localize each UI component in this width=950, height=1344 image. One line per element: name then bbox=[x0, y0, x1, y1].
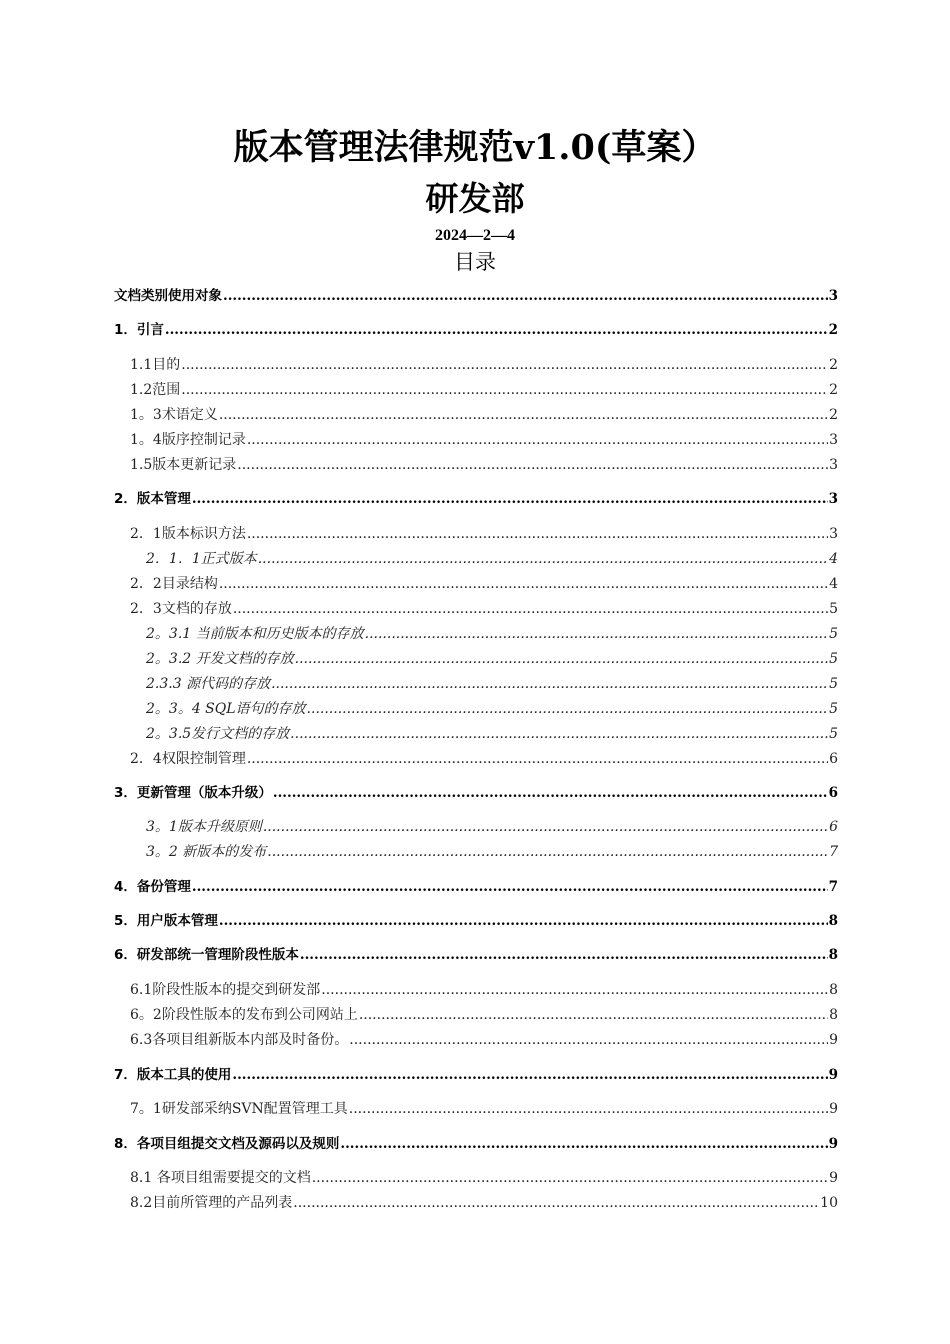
toc-entry-page-number: 9 bbox=[828, 1067, 838, 1083]
toc-leader-dots bbox=[181, 380, 828, 400]
toc-entry-label: 2．1．1正式版本 bbox=[146, 551, 257, 567]
toc-entry-label: 1。4版序控制记录 bbox=[130, 432, 246, 448]
toc-leader-dots bbox=[247, 524, 828, 544]
toc-leader-dots bbox=[273, 783, 828, 803]
toc-leader-dots bbox=[321, 980, 828, 1000]
toc-entry-page-number: 5 bbox=[829, 726, 838, 742]
toc-leader-dots bbox=[271, 674, 828, 694]
toc-leader-dots bbox=[295, 649, 828, 669]
toc-entry[interactable] bbox=[130, 524, 838, 544]
toc-entry[interactable] bbox=[114, 783, 838, 803]
toc-entry[interactable] bbox=[114, 911, 838, 931]
toc-entry-label: 8.2目前所管理的产品列表 bbox=[130, 1195, 293, 1211]
toc-entry[interactable] bbox=[130, 1099, 838, 1119]
toc-entry[interactable] bbox=[130, 1005, 838, 1025]
toc-entry[interactable] bbox=[130, 380, 838, 400]
toc-entry-page-number: 4 bbox=[829, 576, 838, 592]
toc-leader-dots bbox=[219, 405, 828, 425]
toc-entry-label: 1.5版本更新记录 bbox=[130, 457, 237, 473]
toc-entry-label: 6.3各项目组新版本内部及时备份。 bbox=[130, 1032, 349, 1048]
toc-leader-dots bbox=[219, 574, 828, 594]
toc-leader-dots bbox=[300, 945, 828, 965]
toc-entry-page-number: 8 bbox=[828, 947, 838, 963]
toc-leader-dots bbox=[340, 1134, 827, 1154]
toc-entry-page-number: 8 bbox=[828, 913, 838, 929]
document-date: 2024—2—4 bbox=[435, 227, 515, 244]
toc-entry-label: 3。1版本升级原则 bbox=[146, 819, 262, 835]
toc-entry-label: 6。2阶段性版本的发布到公司网站上 bbox=[130, 1007, 358, 1023]
toc-leader-dots bbox=[223, 286, 828, 306]
toc-entry[interactable] bbox=[130, 749, 838, 769]
toc-entry[interactable] bbox=[130, 455, 838, 475]
toc-entry-label: 2．版本管理 bbox=[114, 491, 191, 507]
toc-leader-dots bbox=[290, 724, 828, 744]
toc-entry[interactable] bbox=[114, 1134, 838, 1154]
toc-entry-page-number: 8 bbox=[829, 982, 838, 998]
toc-entry-label: 1。3术语定义 bbox=[130, 407, 218, 423]
toc-entry[interactable] bbox=[114, 489, 838, 509]
toc-leader-dots bbox=[233, 599, 828, 619]
toc-entry-page-number: 6 bbox=[828, 785, 838, 801]
toc-entry-label: 2。3.5发行文档的存放 bbox=[146, 726, 290, 742]
toc-entry-label: 8．各项目组提交文档及源码以及规则 bbox=[114, 1136, 340, 1152]
toc-entry-page-number: 10 bbox=[820, 1195, 838, 1211]
toc-entry-label: 1．引言 bbox=[114, 322, 164, 338]
toc-entry-page-number: 9 bbox=[828, 1136, 838, 1152]
toc-entry[interactable] bbox=[146, 624, 838, 644]
toc-entry-page-number: 5 bbox=[829, 601, 838, 617]
toc-entry[interactable] bbox=[130, 1030, 838, 1050]
toc-entry-page-number: 6 bbox=[829, 819, 838, 835]
toc-entry[interactable] bbox=[114, 320, 838, 340]
toc-entry[interactable] bbox=[114, 945, 838, 965]
toc-leader-dots bbox=[232, 1065, 827, 1085]
toc-entry[interactable] bbox=[130, 1168, 838, 1188]
toc-leader-dots bbox=[307, 699, 829, 719]
toc-entry[interactable] bbox=[130, 405, 838, 425]
toc-entry-page-number: 3 bbox=[828, 491, 838, 507]
toc-entry[interactable] bbox=[130, 430, 838, 450]
toc-leader-dots bbox=[365, 624, 828, 644]
toc-entry-page-number: 7 bbox=[829, 844, 838, 860]
toc-entry[interactable] bbox=[146, 699, 838, 719]
toc-leader-dots bbox=[247, 749, 828, 769]
toc-entry-label: 2.3.3 源代码的存放 bbox=[146, 676, 271, 692]
toc-entry-page-number: 5 bbox=[829, 626, 838, 642]
toc-leader-dots bbox=[263, 817, 828, 837]
toc-entry-page-number: 3 bbox=[829, 526, 838, 542]
toc-leader-dots bbox=[192, 489, 828, 509]
toc-entry-page-number: 8 bbox=[829, 1007, 838, 1023]
toc-entry[interactable] bbox=[114, 877, 838, 897]
toc-entry-label: 3。2 新版本的发布 bbox=[146, 844, 267, 860]
toc-leader-dots bbox=[359, 1005, 828, 1025]
toc-entry[interactable] bbox=[130, 599, 838, 619]
toc-entry-label: 3．更新管理（版本升级） bbox=[114, 785, 272, 801]
toc-entry[interactable] bbox=[146, 674, 838, 694]
toc-entry-page-number: 5 bbox=[829, 701, 838, 717]
toc-entry[interactable] bbox=[130, 574, 838, 594]
toc-entry[interactable] bbox=[146, 549, 838, 569]
toc-leader-dots bbox=[192, 877, 828, 897]
toc-entry-label: 1.1目的 bbox=[130, 357, 181, 373]
document-title: 版本管理法律规范v1.0(草案） bbox=[233, 127, 717, 168]
toc-leader-dots bbox=[312, 1168, 828, 1188]
toc-entry[interactable] bbox=[130, 355, 838, 375]
toc-entry-label: 4．备份管理 bbox=[114, 879, 191, 895]
toc-entry-page-number: 2 bbox=[828, 322, 838, 338]
toc-entry-label: 7。1研发部采纳SVN配置管理工具 bbox=[130, 1101, 348, 1117]
toc-entry-page-number: 3 bbox=[829, 432, 838, 448]
toc-entry-label: 1.2范围 bbox=[130, 382, 181, 398]
toc-entry[interactable] bbox=[130, 980, 838, 1000]
toc-entry-label: 2．4权限控制管理 bbox=[130, 751, 246, 767]
toc-entry-label: 8.1 各项目组需要提交的文档 bbox=[130, 1170, 311, 1186]
toc-entry-label: 6.1阶段性版本的提交到研发部 bbox=[130, 982, 321, 998]
toc-heading: 目录 bbox=[454, 250, 496, 274]
toc-entry-label: 2．1版本标识方法 bbox=[130, 526, 246, 542]
toc-entry-label: 6．研发部统一管理阶段性版本 bbox=[114, 947, 299, 963]
toc-entry-label: 5．用户版本管理 bbox=[114, 913, 218, 929]
toc-entry-page-number: 6 bbox=[829, 751, 838, 767]
toc-entry-page-number: 2 bbox=[829, 357, 838, 373]
toc-leader-dots bbox=[293, 1193, 819, 1213]
toc-entry-page-number: 9 bbox=[829, 1101, 838, 1117]
toc-leader-dots bbox=[349, 1030, 828, 1050]
toc-leader-dots bbox=[181, 355, 828, 375]
toc-leader-dots bbox=[165, 320, 828, 340]
toc-leader-dots bbox=[267, 842, 828, 862]
toc-entry[interactable] bbox=[114, 1065, 838, 1085]
department-name: 研发部 bbox=[425, 179, 525, 218]
toc-entry-label: 2。3。4 SQL语句的存放 bbox=[146, 701, 306, 717]
toc-entry-label: 7．版本工具的使用 bbox=[114, 1067, 232, 1083]
toc-leader-dots bbox=[349, 1099, 828, 1119]
toc-entry[interactable] bbox=[146, 842, 838, 862]
toc-entry-label: 2．3文档的存放 bbox=[130, 601, 232, 617]
toc-leader-dots bbox=[237, 455, 828, 475]
toc-entry[interactable] bbox=[146, 724, 838, 744]
toc-entry-page-number: 4 bbox=[829, 551, 838, 567]
toc-entry-label: 2。3.1 当前版本和历史版本的存放 bbox=[146, 626, 364, 642]
toc-entry[interactable] bbox=[130, 1193, 838, 1213]
toc-leader-dots bbox=[247, 430, 828, 450]
toc-entry[interactable] bbox=[146, 649, 838, 669]
toc-entry-page-number: 9 bbox=[829, 1032, 838, 1048]
toc-entry-page-number: 7 bbox=[828, 879, 838, 895]
toc-entry[interactable] bbox=[114, 286, 838, 306]
toc-entry-page-number: 5 bbox=[829, 676, 838, 692]
toc-entry[interactable] bbox=[146, 817, 838, 837]
toc-entry-page-number: 3 bbox=[828, 288, 838, 304]
toc-entry-label: 文档类别使用对象 bbox=[114, 288, 222, 304]
toc-entry-page-number: 3 bbox=[829, 457, 838, 473]
toc-leader-dots bbox=[258, 549, 828, 569]
toc-entry-label: 2．2目录结构 bbox=[130, 576, 218, 592]
toc-entry-page-number: 9 bbox=[829, 1170, 838, 1186]
toc-entry-page-number: 2 bbox=[829, 382, 838, 398]
toc-entry-label: 2。3.2 开发文档的存放 bbox=[146, 651, 294, 667]
toc-entry-page-number: 5 bbox=[829, 651, 838, 667]
toc-leader-dots bbox=[219, 911, 828, 931]
toc-entry-page-number: 2 bbox=[829, 407, 838, 423]
